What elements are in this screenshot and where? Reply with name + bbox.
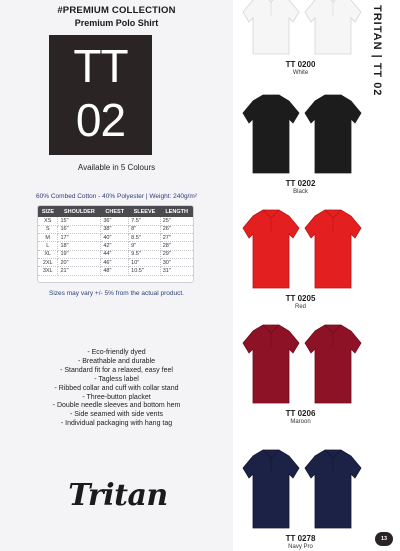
size-table <box>38 206 193 276</box>
table-row <box>38 217 193 225</box>
table-cell: 15" <box>58 217 101 225</box>
table-cell: 36" <box>101 217 129 225</box>
shirt-images <box>241 0 361 56</box>
product-code-box <box>49 35 152 155</box>
feature-item: - Double needle sleeves and bottom hem <box>52 402 181 410</box>
table-cell: 8" <box>129 225 161 233</box>
size-col-header: CHEST <box>101 206 129 217</box>
table-row <box>38 225 193 233</box>
product-color-name: Black <box>293 189 308 195</box>
table-row <box>38 234 193 242</box>
size-chart <box>37 205 194 283</box>
table-row <box>38 267 193 275</box>
product-code: TT 0206 <box>285 409 316 418</box>
side-tab <box>366 0 400 100</box>
product-variant <box>233 448 368 551</box>
feature-item: - Standard fit for a relaxed, easy feel <box>60 366 173 374</box>
feature-item: - Individual packaging with hang tag <box>60 420 173 428</box>
product-color-name: Red <box>294 304 306 310</box>
product-subtitle: Premium Polo Shirt <box>74 18 159 28</box>
table-cell: 8.5" <box>129 234 161 242</box>
product-code: TT 0202 <box>285 179 316 188</box>
table-cell: 20" <box>58 258 101 266</box>
table-cell: 40" <box>101 234 129 242</box>
feature-item: - Ribbed collar and cuff with collar stand <box>54 384 179 392</box>
polo-shirt-icon <box>241 93 365 175</box>
availability-text: Available in 5 Colours <box>77 163 156 172</box>
table-cell: 44" <box>101 250 129 258</box>
feature-item: - Side seamed with side vents <box>70 411 163 419</box>
feature-list <box>0 349 233 429</box>
product-code-line1: TT <box>73 40 128 92</box>
side-tab-label: TRITAN | TT 02 <box>371 5 383 97</box>
size-col-header: SHOULDER <box>58 206 101 217</box>
product-color-name: White <box>292 70 309 76</box>
fabric-info: 60% Combed Cotton - 40% Polyester | Weight: 240g/m² <box>36 193 197 200</box>
table-cell: 26" <box>160 225 193 233</box>
polo-shirt-icon <box>241 448 365 530</box>
feature-item: - Three-button placket <box>82 393 151 401</box>
table-cell: 30" <box>160 258 193 266</box>
polo-shirt-icon <box>241 0 365 56</box>
polo-shirt-icon <box>241 208 365 290</box>
shirt-images <box>241 93 361 175</box>
table-row <box>38 250 193 258</box>
size-col-header: LENGTH <box>160 206 193 217</box>
page-number-label: 13 <box>380 536 388 542</box>
product-variant <box>233 208 368 320</box>
product-variant <box>233 0 368 86</box>
table-cell: 9" <box>129 242 161 250</box>
size-table-header <box>38 206 193 217</box>
table-cell: 18" <box>58 242 101 250</box>
table-cell: 38" <box>101 225 129 233</box>
product-code: TT 0205 <box>285 294 316 303</box>
table-cell: 29" <box>160 250 193 258</box>
table-cell: 42" <box>101 242 129 250</box>
product-code-line2: 02 <box>75 94 126 146</box>
table-cell: 16" <box>58 225 101 233</box>
size-col-header: SLEEVE <box>129 206 161 217</box>
table-cell: XS <box>38 217 58 225</box>
feature-item: - Eco-friendly dyed <box>87 349 146 356</box>
polo-shirt-icon <box>241 323 365 405</box>
table-cell: 27" <box>160 234 193 242</box>
table-cell: 2XL <box>38 258 58 266</box>
table-cell: 9.5" <box>129 250 161 258</box>
table-cell: L <box>38 242 58 250</box>
table-cell: 48" <box>101 267 129 275</box>
feature-item: - Breathable and durable <box>77 357 156 365</box>
product-code: TT 0278 <box>285 534 316 543</box>
product-variant <box>233 323 368 435</box>
table-cell: 46" <box>101 258 129 266</box>
shirt-images <box>241 448 361 530</box>
product-color-name: Navy Pro <box>288 544 313 550</box>
size-col-header: SIZE <box>38 206 58 217</box>
product-color-name: Maroon <box>290 419 311 425</box>
table-cell: M <box>38 234 58 242</box>
table-cell: 7.5" <box>129 217 161 225</box>
table-cell: 28" <box>160 242 193 250</box>
collection-label: #PREMIUM COLLECTION <box>57 5 176 16</box>
table-cell: 25" <box>160 217 193 225</box>
table-row <box>38 242 193 250</box>
table-cell: 31" <box>160 267 193 275</box>
product-variant <box>233 93 368 205</box>
size-table-body <box>38 217 193 275</box>
table-row <box>38 258 193 266</box>
product-code: TT 0200 <box>285 60 316 69</box>
table-cell: 17" <box>58 234 101 242</box>
feature-item: - Tagless label <box>94 375 139 383</box>
shirt-images <box>241 323 361 405</box>
table-cell: 10.5" <box>129 267 161 275</box>
table-cell: XL <box>38 250 58 258</box>
brand-logo: Tritan <box>68 478 168 513</box>
table-cell: 10" <box>129 258 161 266</box>
table-cell: 21" <box>58 267 101 275</box>
page-number <box>375 532 393 546</box>
size-note: Sizes may vary +/- 5% from the actual product. <box>49 290 184 297</box>
shirt-images <box>241 208 361 290</box>
table-cell: S <box>38 225 58 233</box>
table-cell: 3XL <box>38 267 58 275</box>
table-cell: 19" <box>58 250 101 258</box>
